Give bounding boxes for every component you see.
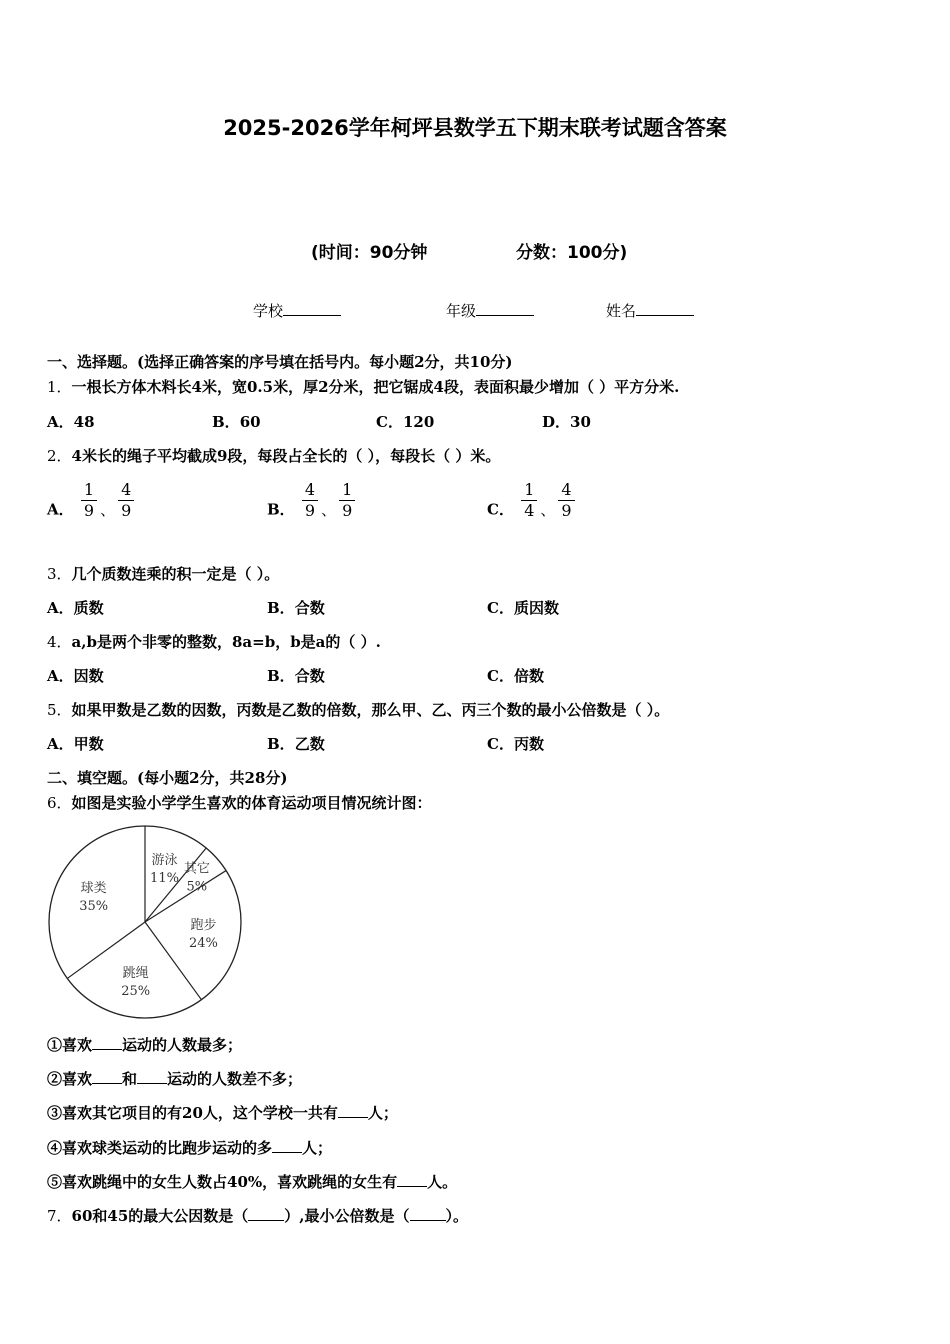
q3-option-a[interactable]: A．质数 [47, 599, 104, 617]
q3-option-b[interactable]: B．合数 [267, 599, 325, 617]
pie-value-label: 11% [150, 870, 179, 886]
pie-label: 跳绳 [122, 965, 149, 981]
blank-input[interactable] [248, 1206, 284, 1221]
pie-label: 跑步 [190, 918, 217, 934]
name-field[interactable] [606, 300, 694, 321]
blank-input[interactable] [272, 1138, 302, 1153]
q1-option-b[interactable]: B．60 [212, 413, 261, 431]
exam-time: (时间：90分钟 [311, 243, 428, 263]
q5-option-a[interactable]: A．甲数 [47, 735, 104, 753]
grade-field[interactable] [446, 300, 534, 321]
q1-option-d[interactable]: D．30 [542, 413, 591, 431]
question-2: 2．4米长的绳子平均截成9段，每段占全长的（ ），每段长（ ）米。 [47, 447, 501, 465]
question-4: 4．a,b是两个非零的整数，8a=b，b是a的（ ）. [47, 633, 381, 651]
question-6: 6．如图是实验小学学生喜欢的体育运动项目情况统计图： [47, 794, 432, 812]
q1-option-a[interactable]: A．48 [47, 413, 95, 431]
pie-label: 其它 [183, 861, 210, 877]
blank-input[interactable] [410, 1206, 446, 1221]
school-label: 学校 [253, 302, 284, 320]
pie-label: 游泳 [151, 852, 178, 868]
page-title: 2025-2026学年柯坪县数学五下期末联考试题含答案 [223, 116, 727, 140]
question-1: 1．一根长方体木料长4米，宽0.5米，厚2分米，把它锯成4段，表面积最少增加（ ）平方分米. [47, 378, 680, 396]
question-5: 5．如果甲数是乙数的因数，丙数是乙数的倍数，那么甲、乙、丙三个数的最小公倍数是（ ）。 [47, 701, 670, 719]
q4-option-c[interactable]: C．倍数 [487, 667, 544, 685]
question-3: 3．几个质数连乘的积一定是（ ）。 [47, 565, 280, 583]
blank-input[interactable] [92, 1035, 122, 1050]
pie-value-label: 35% [79, 898, 109, 914]
q2-option-a[interactable]: A． $\frac{1}{9}$ 、 $\frac{4}{9}$ [47, 480, 136, 521]
pie-value-label: 25% [121, 983, 151, 999]
pie-value-label: 5% [186, 879, 208, 895]
blank-input[interactable] [137, 1069, 167, 1084]
q5-option-b[interactable]: B．乙数 [267, 735, 325, 753]
q6-sub-5: ⑤喜欢跳绳中的女生人数占40%，喜欢跳绳的女生有 人。 [47, 1173, 458, 1191]
section-2-heading: 二、填空题。(每小题2分，共28分) [47, 769, 288, 787]
pie-slice-boundary [145, 922, 201, 1000]
blank-input[interactable] [397, 1172, 427, 1187]
name-label: 姓名 [606, 302, 637, 320]
q6-sub-4: ④喜欢球类运动的比跑步运动的多 人； [47, 1139, 333, 1157]
pie-label: 球类 [80, 880, 107, 896]
q1-option-c[interactable]: C．120 [376, 413, 435, 431]
question-7: 7．60和45的最大公因数是（ ）,最小公倍数是（ ）。 [47, 1207, 469, 1225]
q3-option-c[interactable]: C．质因数 [487, 599, 559, 617]
q4-option-b[interactable]: B．合数 [267, 667, 325, 685]
blank-input[interactable] [338, 1103, 368, 1118]
q2-option-b[interactable]: B． $\frac{4}{9}$ 、 $\frac{1}{9}$ [267, 480, 357, 521]
q6-sub-3: ③喜欢其它项目的有20人，这个学校一共有 人； [47, 1104, 398, 1122]
pie-value-label: 24% [189, 936, 218, 952]
q6-sub-1: ①喜欢 运动的人数最多； [47, 1036, 243, 1054]
q4-option-a[interactable]: A．因数 [47, 667, 104, 685]
sports-pie-chart [45, 822, 245, 1022]
blank-input[interactable] [92, 1069, 122, 1084]
exam-score: 分数：100分) [516, 243, 628, 263]
q6-sub-2: ②喜欢 和 运动的人数差不多； [47, 1070, 303, 1088]
q5-option-c[interactable]: C．丙数 [487, 735, 544, 753]
q2-option-c[interactable]: C． $\frac{1}{4}$ 、 $\frac{4}{9}$ [487, 480, 577, 521]
section-1-heading: 一、选择题。(选择正确答案的序号填在括号内。每小题2分，共10分) [47, 353, 513, 371]
school-field[interactable] [253, 300, 341, 321]
grade-label: 年级 [446, 302, 477, 320]
